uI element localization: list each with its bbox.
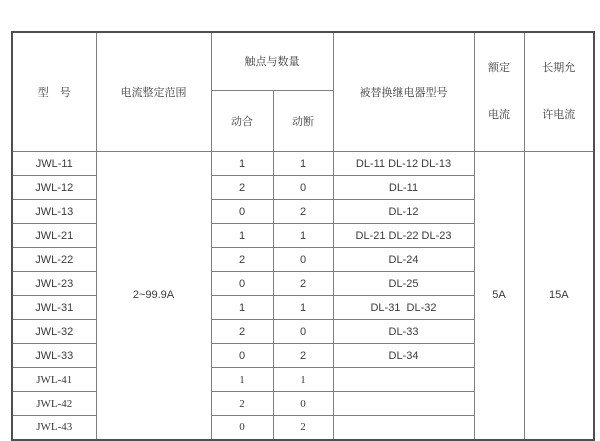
model-cell: JWL-32 [12, 320, 96, 344]
model-cell: JWL-23 [12, 272, 96, 296]
replaced-relay-models-cell: DL-11 DL-12 DL-13 [333, 152, 474, 176]
replaced-relay-models-cell: DL-11 [333, 176, 474, 200]
normally-open-count-cell: 2 [211, 248, 273, 272]
normally-closed-count-cell: 1 [273, 296, 333, 320]
model-cell: JWL-13 [12, 200, 96, 224]
header-model: 型 号 [12, 32, 96, 152]
normally-closed-count-cell: 0 [273, 320, 333, 344]
model-cell: JWL-31 [12, 296, 96, 320]
replaced-relay-models-cell [333, 416, 474, 440]
model-cell: JWL-43 [12, 416, 96, 440]
normally-closed-count-cell: 0 [273, 176, 333, 200]
normally-open-count-cell: 0 [211, 200, 273, 224]
replaced-relay-models-cell [333, 368, 474, 392]
normally-closed-count-cell: 0 [273, 248, 333, 272]
normally-open-count-cell: 0 [211, 272, 273, 296]
relay-spec-table [11, 31, 595, 441]
header-replaced-relay-model: 被替换继电器型号 [333, 32, 474, 152]
header-rated-current-line2: 电流 [488, 109, 510, 121]
model-cell: JWL-12 [12, 176, 96, 200]
replaced-relay-models-cell [333, 392, 474, 416]
replaced-relay-models-cell: DL-34 [333, 344, 474, 368]
replaced-relay-models-cell: DL-25 [333, 272, 474, 296]
normally-closed-count-cell: 2 [273, 272, 333, 296]
rated-current-cell: 5A [474, 152, 524, 440]
replaced-relay-models-cell: DL-24 [333, 248, 474, 272]
normally-open-count-cell: 2 [211, 392, 273, 416]
header-long-term-allowable-line1: 长期允 [542, 62, 576, 74]
normally-closed-count-cell: 2 [273, 416, 333, 440]
normally-open-count-cell: 1 [211, 152, 273, 176]
normally-open-count-cell: 1 [211, 296, 273, 320]
current-setting-range-cell: 2~99.9A [96, 152, 211, 440]
normally-closed-count-cell: 1 [273, 368, 333, 392]
model-cell: JWL-22 [12, 248, 96, 272]
normally-closed-count-cell: 2 [273, 200, 333, 224]
normally-open-count-cell: 2 [211, 320, 273, 344]
model-cell: JWL-21 [12, 224, 96, 248]
table-header [12, 32, 594, 152]
table-row [12, 152, 594, 176]
normally-closed-count-cell: 1 [273, 224, 333, 248]
normally-open-count-cell: 2 [211, 176, 273, 200]
long-term-allowable-current-cell: 15A [524, 152, 594, 440]
replaced-relay-models-cell: DL-21 DL-22 DL-23 [333, 224, 474, 248]
normally-closed-count-cell: 2 [273, 344, 333, 368]
normally-open-count-cell: 0 [211, 344, 273, 368]
normally-open-count-cell: 0 [211, 416, 273, 440]
header-normally-open: 动合 [211, 90, 273, 151]
header-rated-current-line1: 额定 [488, 62, 510, 74]
header-normally-closed: 动断 [273, 90, 333, 151]
header-current-setting-range: 电流整定范围 [96, 32, 211, 152]
normally-closed-count-cell: 1 [273, 152, 333, 176]
model-cell: JWL-41 [12, 368, 96, 392]
table-body [12, 152, 594, 440]
model-cell: JWL-33 [12, 344, 96, 368]
header-contacts-quantity: 触点与数量 [211, 32, 333, 90]
replaced-relay-models-cell: DL-12 [333, 200, 474, 224]
model-cell: JWL-42 [12, 392, 96, 416]
header-long-term-allowable-current [524, 32, 594, 152]
header-long-term-allowable-line2: 许电流 [542, 109, 576, 121]
replaced-relay-models-cell: DL-31 DL-32 [333, 296, 474, 320]
replaced-relay-models-cell: DL-33 [333, 320, 474, 344]
normally-open-count-cell: 1 [211, 224, 273, 248]
model-cell: JWL-11 [12, 152, 96, 176]
header-rated-current [474, 32, 524, 152]
normally-closed-count-cell: 0 [273, 392, 333, 416]
normally-open-count-cell: 1 [211, 368, 273, 392]
